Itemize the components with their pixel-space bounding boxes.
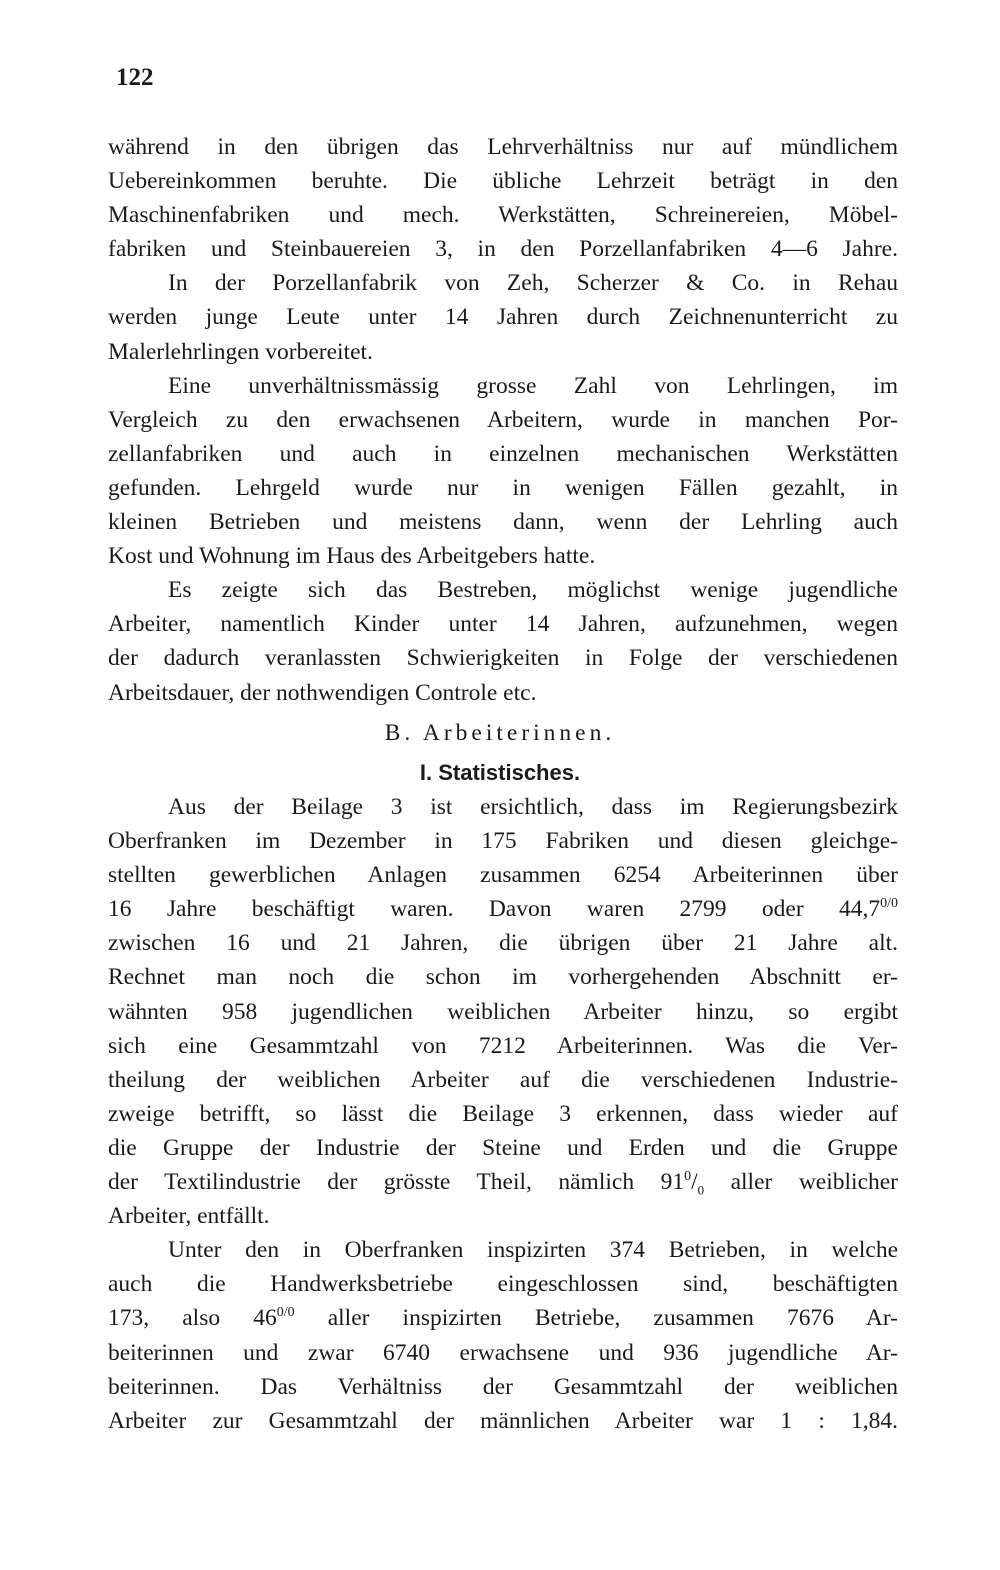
text-line: beiterinnen und zwar 6740 erwachsene und 936 jugendliche Ar-	[108, 1339, 898, 1366]
text-line: Aus der Beilage 3 ist ersichtlich, dass im Regierungsbezirk	[168, 794, 898, 820]
text-line: auch die Handwerksbetriebe eingeschlossen sind, beschäftigten	[108, 1271, 898, 1298]
text-line	[108, 1165, 898, 1199]
percent-sign-sub: 0	[697, 1182, 705, 1198]
text-line	[108, 1301, 898, 1335]
section-heading: B. Arbeiterinnen.	[384, 720, 616, 746]
text-line: wähnten 958 jugendlichen weiblichen Arbeiter hinzu, so ergibt	[108, 998, 898, 1025]
text-line: fabriken und Steinbauereien 3, in den Porzellanfabriken 4—6 Jahre.	[108, 236, 898, 263]
text-fragment: aller inspizirten Betriebe, zusammen 7676 Ar-	[294, 1305, 898, 1332]
percent-slash: /	[691, 1169, 698, 1196]
text-line: Kost und Wohnung im Haus des Arbeitgebers hatte.	[108, 543, 596, 570]
text-line: zellanfabriken und auch in einzelnen mechanischen Werkstätten	[108, 440, 898, 467]
subsection-heading: I. Statistisches.	[419, 760, 581, 785]
text-line: kleinen Betrieben und meistens dann, wenn der Lehrling auch	[108, 509, 898, 536]
text-line: Uebereinkommen beruhte. Die übliche Lehrzeit beträgt in den	[108, 168, 898, 195]
section-b-text	[108, 790, 898, 1438]
text-line: Arbeiter, entfällt.	[108, 1203, 270, 1230]
text-line: Arbeiter, namentlich Kinder unter 14 Jahren, aufzunehmen, wegen	[108, 611, 898, 638]
text-line: In der Porzellanfabrik von Zeh, Scherzer & Co. in Rehau	[168, 270, 898, 297]
text-line: Oberfranken im Dezember in 175 Fabriken und diesen gleichge-	[108, 828, 898, 855]
text-line: stellten gewerblichen Anlagen zusammen 6254 Arbeiterinnen über	[108, 862, 898, 889]
percent-sign-sup: 0	[684, 1169, 692, 1185]
text-line: Arbeiter zur Gesammtzahl der männlichen Arbeiter war 1 : 1,84.	[108, 1407, 898, 1434]
text-line: Arbeitsdauer, der nothwendigen Controle etc.	[108, 679, 537, 706]
text-line: Malerlehrlingen vorbereitet.	[108, 338, 373, 365]
text-line: Rechnet man noch die schon im vorhergehenden Abschnitt er-	[108, 964, 898, 991]
percent-sign: 0/0	[276, 1305, 295, 1321]
text-fragment: 16 Jahre beschäftigt waren. Davon waren 2799 oder 44,7	[108, 896, 881, 923]
text-line	[108, 892, 898, 926]
text-fragment: aller weiblicher	[704, 1169, 899, 1196]
text-line: Vergleich zu den erwachsenen Arbeitern, wurde in manchen Por-	[108, 406, 898, 433]
page-number: 122	[116, 64, 154, 91]
percent-sign: 0/0	[880, 896, 898, 912]
text-line: werden junge Leute unter 14 Jahren durch Zeichnenunterricht zu	[108, 304, 898, 331]
text-line: sich eine Gesammtzahl von 7212 Arbeiterinnen. Was die Ver-	[108, 1032, 898, 1059]
text-fragment: der Textilindustrie der grösste Theil, nämlich 91	[108, 1169, 685, 1196]
section-a-text	[108, 130, 898, 710]
text-line: Unter den in Oberfranken inspizirten 374 Betrieben, in welche	[168, 1237, 898, 1264]
text-line: zwischen 16 und 21 Jahren, die übrigen über 21 Jahre alt.	[108, 930, 898, 957]
text-line: Maschinenfabriken und mech. Werkstätten, Schreinereien, Möbel-	[108, 202, 898, 229]
text-line: gefunden. Lehrgeld wurde nur in wenigen Fällen gezahlt, in	[108, 474, 898, 501]
text-line: theilung der weiblichen Arbeiter auf die verschiedenen Industrie-	[108, 1066, 898, 1093]
text-line: zweige betrifft, so lässt die Beilage 3 erkennen, dass wieder auf	[108, 1100, 898, 1127]
text-line: beiterinnen. Das Verhältniss der Gesammtzahl der weiblichen	[108, 1373, 898, 1400]
text-fragment: 173, also 46	[108, 1305, 277, 1332]
text-line: die Gruppe der Industrie der Steine und Erden und die Gruppe	[108, 1134, 898, 1161]
text-line: Eine unverhältnissmässig grosse Zahl von Lehrlingen, im	[168, 372, 898, 399]
text-line: der dadurch veranlassten Schwierigkeiten in Folge der verschiedenen	[108, 645, 898, 672]
text-line: Es zeigte sich das Bestreben, möglichst wenige jugendliche	[168, 577, 898, 604]
text-line: während in den übrigen das Lehrverhältniss nur auf mündlichem	[108, 134, 898, 160]
